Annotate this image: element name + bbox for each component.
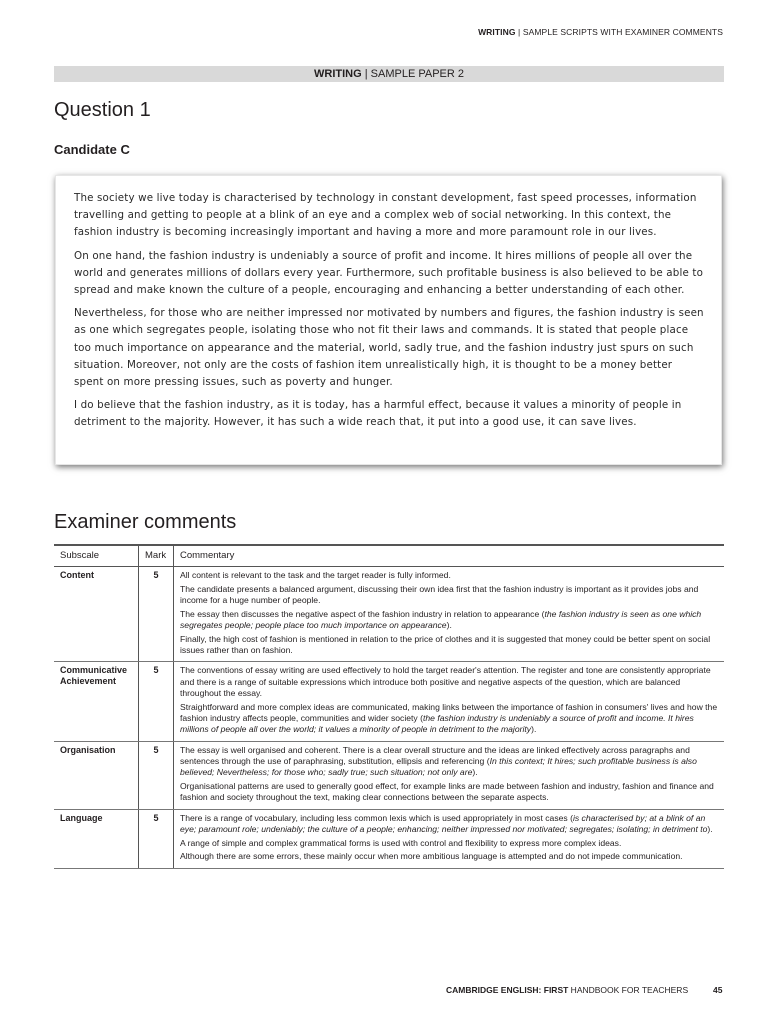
mark-cell: 5 [139, 741, 174, 809]
script-paragraph: The society we live today is characterised by technology in constant development, fast speed processes, information travelling and getting to people at a blink of an eye and a complex web of social networking. In this context, the fashion industry is becoming increasingly important and having a more and more paramount role in our lives. [74, 192, 697, 239]
mark-cell: 5 [139, 809, 174, 868]
commentary-text: ). [707, 823, 713, 834]
running-head-separator: | [515, 27, 523, 37]
question-title: Question 1 [54, 99, 151, 121]
commentary-paragraph: Organisational patterns are used to generally good effect, for example links are made between fashion and industry, fashion and finance and fashion and society throughout the text, making clear connections between the separate aspects. [180, 780, 714, 802]
commentary-text: ). [472, 767, 478, 778]
commentary-paragraph [180, 609, 718, 631]
commentary-paragraph: Finally, the high cost of fashion is mentioned in relation to the price of clothes and it is suggested that money could be better spent on social issues rather than on fashion. [180, 633, 711, 655]
commentary-paragraph: The candidate presents a balanced argument, discussing their own idea first that the fashion industry is important as it provides jobs and income for a huge number of people. [180, 583, 699, 605]
commentary-paragraph [180, 813, 718, 835]
section-bar [54, 66, 724, 82]
page-number: 45 [713, 985, 723, 995]
table-row [54, 741, 724, 809]
mark-header: Mark [139, 545, 174, 567]
commentary-quote: the fashion industry is undeniably a source of profit and income. It hires millions of people all over the world; it values a minority of people in detriment to the majority [180, 712, 694, 734]
commentary-paragraph: The conventions of essay writing are used effectively to hold the target reader's attention. The register and tone are consistently appropriate and there is a range of suitable expressions which introduce both positive and negative aspects of the question, which are balanced throughout the essay. [180, 665, 711, 698]
subscale-cell: Communicative Achievement [54, 662, 139, 741]
running-head-section: WRITING [478, 27, 516, 37]
commentary-cell [174, 662, 725, 741]
table-header-row [54, 545, 724, 567]
running-head-subtitle: SAMPLE SCRIPTS WITH EXAMINER COMMENTS [522, 27, 723, 37]
commentary-paragraph: All content is relevant to the task and the target reader is fully informed. [180, 570, 451, 580]
commentary-quote: In this context; It hires; such profitable business is also believed; Nevertheless; for those who; sadly true; such situation; not only are [180, 755, 697, 778]
script-paragraph: Nevertheless, for those who are neither impressed nor motivated by numbers and figures, the fashion industry is seen as one which segregates people, isolating those who not fit their laws and commands. It is stated that people place too much importance on appearance and the material, world, sadly true, and the fashion industry just spurs on such situation. Moreover, not only are the costs of fashion item unrealistically high, it is thought to be a money better spent on more pressing issues, such as poverty and hunger. [74, 307, 704, 389]
commentary-header: Commentary [174, 545, 725, 567]
subscale-cell: Language [54, 809, 139, 868]
commentary-text: ). [531, 723, 537, 734]
mark-cell: 5 [139, 567, 174, 662]
commentary-paragraph: A range of simple and complex grammatical forms is used with control and flexibility to express more complex ideas. [180, 837, 622, 848]
candidate-script-box [55, 175, 722, 465]
section-bar-label: WRITING [314, 68, 362, 80]
commentary-text: The essay then discusses the negative aspect of the fashion industry in relation to appearance ( [180, 608, 545, 619]
commentary-text: The essay is well organised and coherent. There is a clear overall structure and the ideas are linked effectively across paragraphs and sentences through the use of paraphrasing, substitution, ellipsis and referencing ( [180, 744, 690, 766]
footer-title [446, 985, 688, 995]
script-paragraph: On one hand, the fashion industry is undeniably a source of profit and income. It hires millions of people all over the world and generates millions of dollars every year. Furthermore, such profitable business is also believed to be able to spread and make known the culture of a people, encouraging and enhancing a better understanding of each other. [74, 249, 704, 297]
script-paragraph: I do believe that the fashion industry, as it is today, has a harmful effect, because it values a minority of people in detriment to the majority. However, it has such a wide reach that, it put into a good use, it can save lives. [74, 399, 682, 429]
commentary-quote: the fashion industry is seen as one which segregates people; people place too much importance on appearance [180, 608, 702, 630]
subscale-cell: Organisation [54, 741, 139, 809]
commentary-cell [174, 567, 725, 662]
table-row [54, 567, 724, 662]
table-row [54, 809, 724, 868]
footer-exam-name: CAMBRIDGE ENGLISH: FIRST [446, 985, 569, 995]
subscale-cell: Content [54, 567, 139, 662]
subscale-header: Subscale [54, 545, 139, 567]
commentary-paragraph [180, 745, 718, 779]
commentary-text: There is a range of vocabulary, including less common lexis which is used appropriately in most cases ( [180, 812, 573, 823]
section-bar-separator: | [361, 68, 371, 80]
mark-cell: 5 [139, 662, 174, 741]
commentary-cell [174, 741, 725, 809]
footer-book-name: HANDBOOK FOR TEACHERS [568, 985, 689, 995]
table-row [54, 662, 724, 741]
commentary-cell [174, 809, 725, 868]
commentary-paragraph [180, 702, 718, 736]
examiner-comments-title: Examiner comments [54, 511, 237, 533]
commentary-text: ). [446, 619, 452, 630]
candidate-heading: Candidate C [54, 142, 130, 157]
examiner-comments-table [54, 544, 724, 869]
commentary-quote: is characterised by; at a blink of an eye; paramount role; undeniably; the culture of a people; enhancing; neither impressed nor motivated; segregates; isolating; in detriment to [180, 812, 708, 834]
commentary-paragraph: Although there are some errors, these mainly occur when more ambitious language is attempted and do not impede communication. [180, 851, 683, 862]
running-head [478, 27, 723, 37]
commentary-text: Straightforward and more complex ideas are communicated, making links between the importance of fashion in consumers' lives and how the fashion industry affects people, communities and wider society ( [180, 701, 718, 723]
section-bar-subtitle: SAMPLE PAPER 2 [370, 68, 464, 80]
